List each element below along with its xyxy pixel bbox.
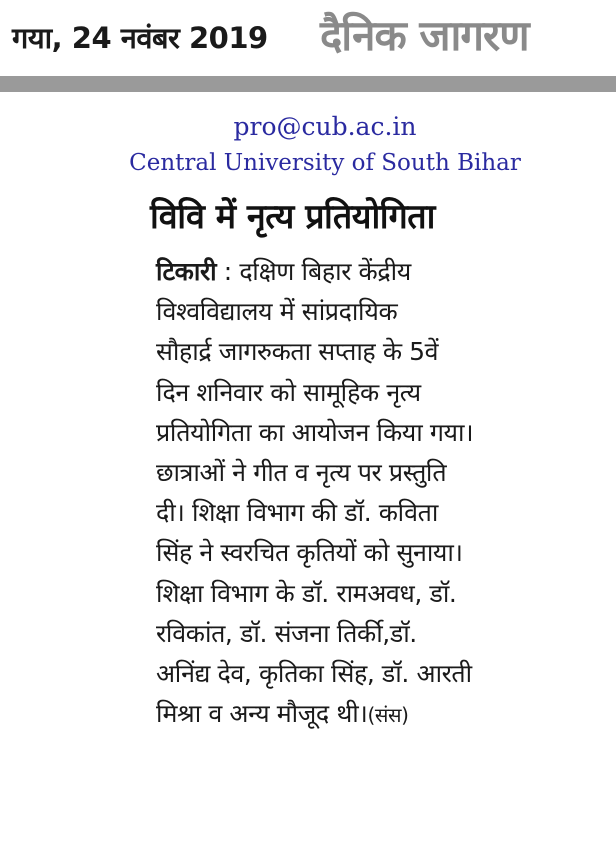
article-byline: टिकारी xyxy=(156,257,217,286)
article-line-text: दक्षिण बिहार केंद्रीय xyxy=(239,257,411,286)
masthead-rule xyxy=(0,76,616,92)
article-line: प्रतियोगिता का आयोजन किया गया। xyxy=(156,417,474,447)
article-line: सिंह ने स्वरचित कृतियों को सुनाया। xyxy=(156,538,463,568)
university-name: Central University of South Bihar xyxy=(129,150,521,176)
article-line: दी। शिक्षा विभाग की डॉ. कविता xyxy=(156,498,438,528)
article-body xyxy=(156,252,566,734)
article-line: रविकांत, डॉ. संजना तिर्की,डॉ. xyxy=(156,618,417,648)
newspaper-masthead xyxy=(0,0,616,78)
byline-separator: : xyxy=(216,257,240,286)
article-line: विश्वविद्यालय में सांप्रदायिक xyxy=(156,297,398,327)
contact-email: pro@cub.ac.in xyxy=(233,112,417,141)
newspaper-name: दैनिक जागरण xyxy=(320,11,529,60)
article-line: शिक्षा विभाग के डॉ. रामअवध, डॉ. xyxy=(156,578,457,608)
article-credit: (संस) xyxy=(367,703,409,728)
article-line xyxy=(156,694,566,734)
article-line: अनिंद्य देव, कृतिका सिंह, डॉ. आरती xyxy=(156,658,472,688)
article-line xyxy=(156,252,566,292)
article-line: सौहार्द्र जागरुकता सप्ताह के 5वें xyxy=(156,337,439,367)
article-headline: विवि में नृत्य प्रतियोगिता xyxy=(150,197,435,237)
article-line: छात्राओं ने गीत व नृत्य पर प्रस्तुति xyxy=(156,457,447,487)
dateline: गया, 24 नवंबर 2019 xyxy=(12,21,268,55)
article-line-text: मिश्रा व अन्य मौजूद थी। xyxy=(156,699,368,729)
article-line: दिन शनिवार को सामूहिक नृत्य xyxy=(156,377,421,407)
